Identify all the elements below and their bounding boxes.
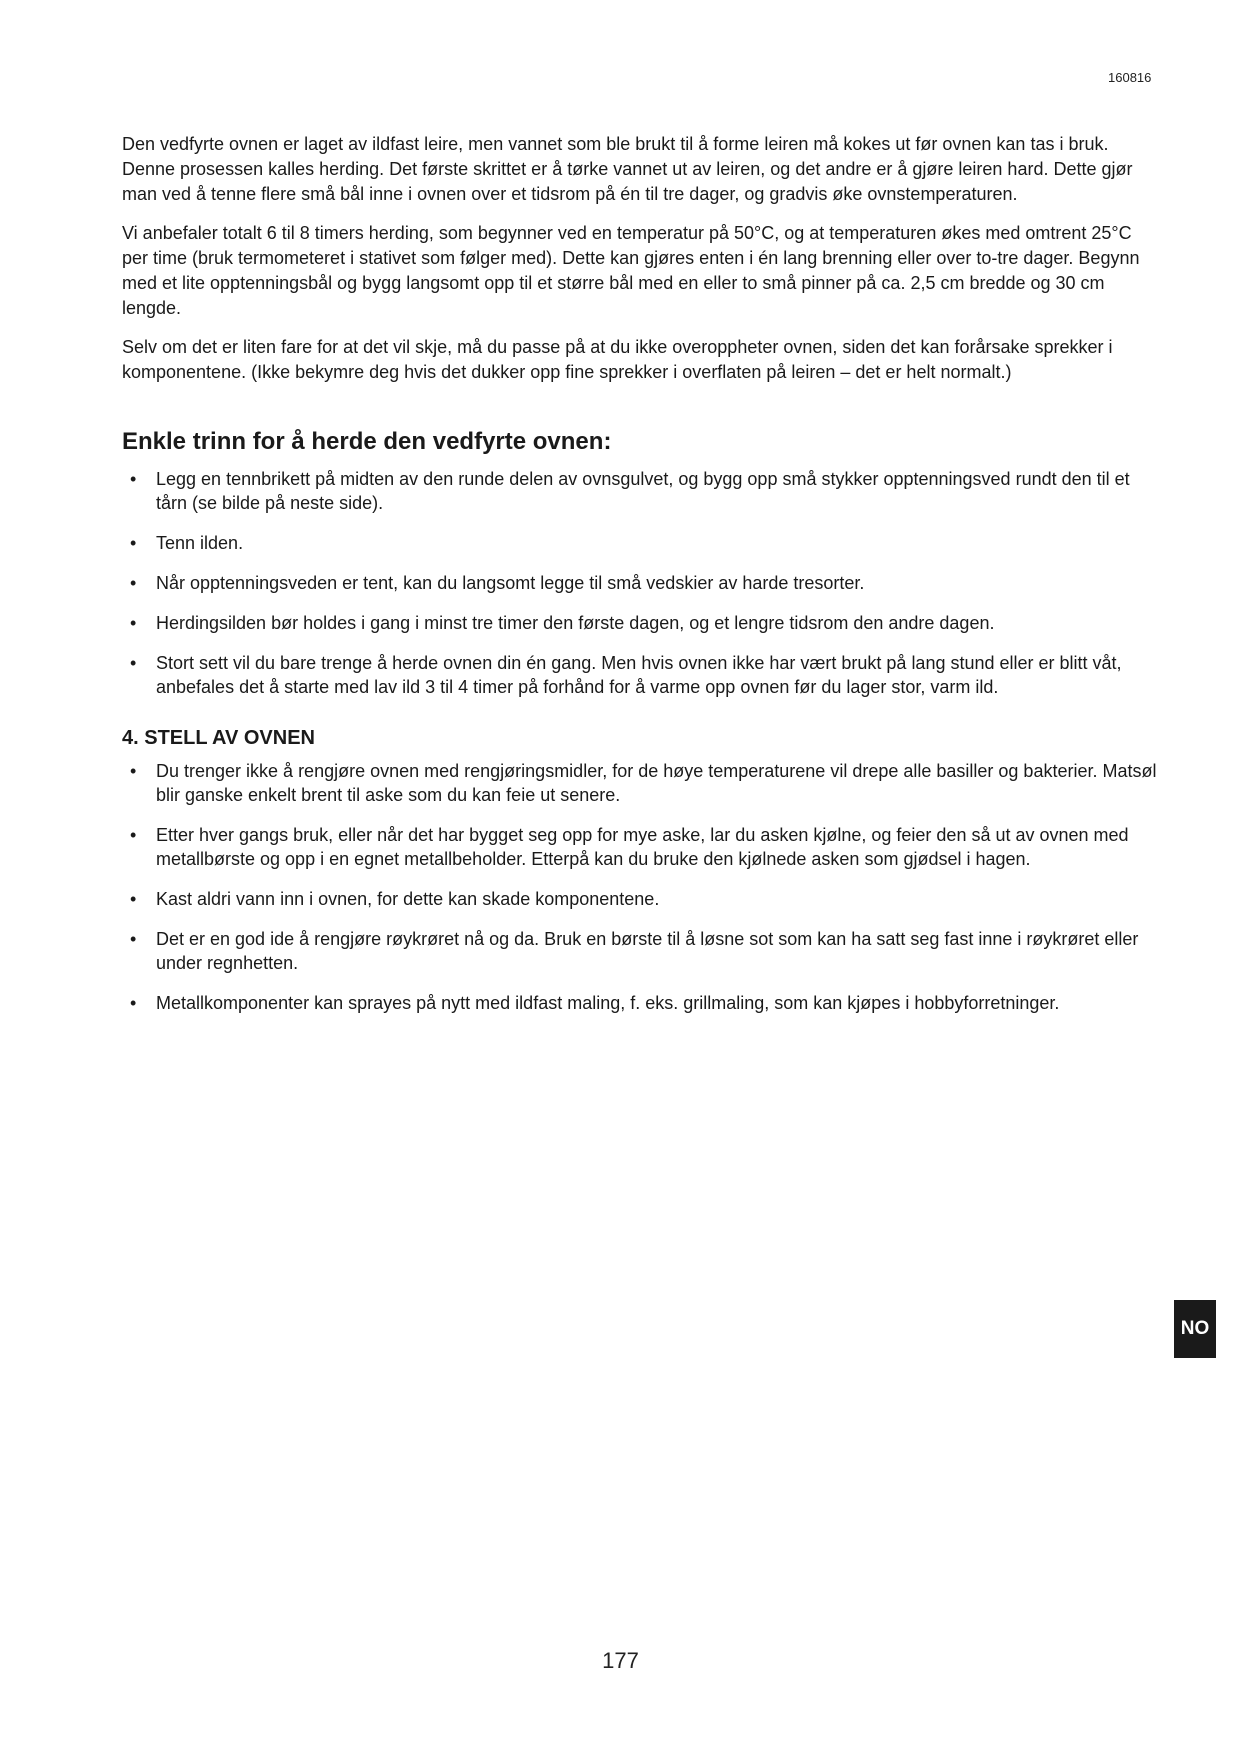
bullet-icon: • <box>130 889 137 909</box>
list-item <box>122 759 1162 807</box>
list-item <box>122 991 1162 1015</box>
list-item-text: Det er en god ide å rengjøre røykrøret nå og da. Bruk en børste til å løsne sot som kan ha satt seg fast inne i røykrøret eller under regnhetten. <box>156 929 1139 973</box>
list-item <box>122 571 1162 595</box>
section-heading-care: 4. STELL AV OVNEN <box>122 727 315 749</box>
list-item-text: Tenn ilden. <box>156 533 244 553</box>
bullet-icon: • <box>130 761 137 781</box>
list-item <box>122 823 1162 871</box>
section-heading-curing: Enkle trinn for å herde den vedfyrte ovnen: <box>122 428 612 455</box>
intro-paragraph: Vi anbefaler totalt 6 til 8 timers herding, som begynner ved en temperatur på 50°C, og at temperaturen økes med omtrent 25°C per time (bruk termometeret i stativet som følger med). Dette kan gjøres enten i én lang brenning eller over to-tre dager. Begynn med et lite opptenningsbål og bygg langsomt opp til et større bål med en eller to små pinner på ca. 2,5 cm bredde og 30 cm lengde. <box>122 223 1140 318</box>
list-item-text: Herdingsilden bør holdes i gang i minst tre timer den første dagen, og et lengre tidsrom den andre dagen. <box>156 613 995 633</box>
list-item <box>122 651 1162 699</box>
list-item-text: Stort sett vil du bare trenge å herde ovnen din én gang. Men hvis ovnen ikke har vært brukt på lang stund eller er blitt våt, anbefales det å starte med lav ild 3 til 4 timer på forhånd for å varme opp ovnen før du lager stor, varm ild. <box>156 653 1122 697</box>
page-content <box>122 132 1162 1031</box>
bullet-icon: • <box>130 613 137 633</box>
intro-paragraph: Selv om det er liten fare for at det vil skje, må du passe på at du ikke overoppheter ovnen, siden det kan forårsake sprekker i komponentene. (Ikke bekymre deg hvis det dukker opp fine sprekker i overflaten på leiren – det er helt normalt.) <box>122 337 1113 382</box>
list-item-text: Kast aldri vann inn i ovnen, for dette kan skade komponentene. <box>156 889 660 909</box>
page-number: 177 <box>602 1648 639 1673</box>
curing-steps-list <box>122 467 1162 699</box>
bullet-icon: • <box>130 825 137 845</box>
language-tab: NO <box>1174 1300 1216 1358</box>
bullet-icon: • <box>130 929 137 949</box>
bullet-icon: • <box>130 993 137 1013</box>
list-item <box>122 531 1162 555</box>
list-item-text: Når opptenningsveden er tent, kan du langsomt legge til små vedskier av harde tresorter. <box>156 573 865 593</box>
bullet-icon: • <box>130 653 137 673</box>
bullet-icon: • <box>130 533 137 553</box>
list-item-text: Metallkomponenter kan sprayes på nytt med ildfast maling, f. eks. grillmaling, som kan kjøpes i hobbyforretninger. <box>156 993 1060 1013</box>
list-item-text: Du trenger ikke å rengjøre ovnen med rengjøringsmidler, for de høye temperaturene vil drepe alle basiller og bakterier. Matsøl blir ganske enkelt brent til aske som du kan feie ut senere. <box>156 761 1157 805</box>
list-item-text: Legg en tennbrikett på midten av den runde delen av ovnsgulvet, og bygg opp små stykker opptenningsved rundt den til et tårn (se bilde på neste side). <box>156 469 1130 513</box>
list-item <box>122 467 1162 515</box>
document-code: 160816 <box>1108 70 1152 85</box>
list-item <box>122 927 1162 975</box>
care-list <box>122 759 1162 1015</box>
list-item-text: Etter hver gangs bruk, eller når det har bygget seg opp for mye aske, lar du asken kjølne, og feier den så ut av ovnen med metallbørste og opp i en egnet metallbeholder. Etterpå kan du bruke den kjølnede asken som gjødsel i hagen. <box>156 825 1129 869</box>
bullet-icon: • <box>130 469 137 489</box>
intro-paragraph: Den vedfyrte ovnen er laget av ildfast leire, men vannet som ble brukt til å forme leiren må kokes ut før ovnen kan tas i bruk. Denne prosessen kalles herding. Det første skrittet er å tørke vannet ut av leiren, og det andre er å gjøre leiren hard. Dette gjør man ved å tenne flere små bål inne i ovnen over et tidsrom på én til tre dager, og gradvis øke ovnstemperaturen. <box>122 134 1133 204</box>
bullet-icon: • <box>130 573 137 593</box>
list-item <box>122 611 1162 635</box>
list-item <box>122 887 1162 911</box>
